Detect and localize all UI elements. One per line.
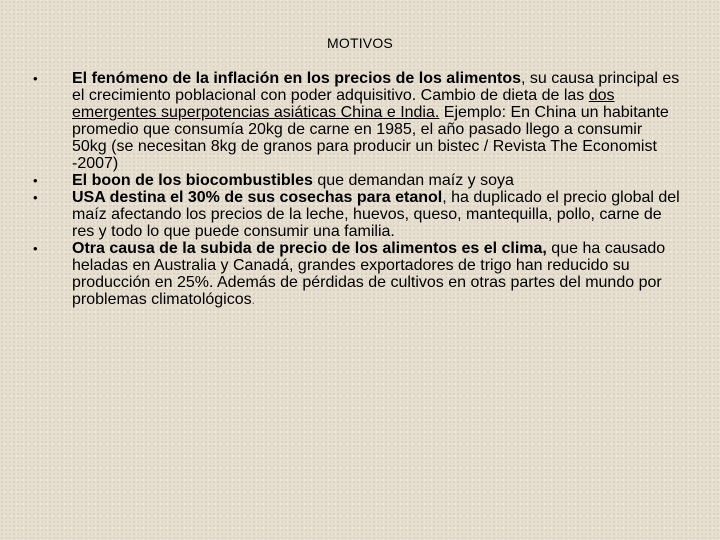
bullet-text: , su causa principal es el crecimiento poblacional con poder adquisitivo. Cambio de dieta de las [72,70,680,104]
bullet-icon: • [33,173,38,188]
bullet-underlined-text: dos emergentes superpotencias asiáticas China e India. [72,87,615,121]
bullet-lead: Otra causa de la subida de precio de los alimentos es el clima, [72,240,547,257]
bullet-icon: • [33,241,38,256]
slide-title: MOTIVOS [327,35,393,51]
bullet-list [0,70,720,309]
bullet-lead: El fenómeno de la inflación en los precios de los alimentos [72,70,521,87]
bullet-tail: . [251,293,255,307]
bullet-text: que ha causado heladas en Australia y Canadá, grandes exportadores de trigo han reducido su producción en 25%. Además de pérdidas de cultivos en otras partes del mundo por problemas climatológicos [72,240,666,308]
bullet-icon: • [33,190,38,205]
bullet-item-climate [0,240,720,309]
bullet-text: que demandan maíz y soya [312,172,514,189]
bullet-item-inflation [0,70,720,172]
bullet-text: Ejemplo: En China un habitante promedio que consumía 20kg de carne en 1985, el año pasado llego a consumir 50kg (se necesitan 8kg de granos para producir un bistec / Revista The Economist -2007) [72,104,669,172]
bullet-item-usa-ethanol [0,189,720,240]
bullet-lead: USA destina el 30% de sus cosechas para etanol [72,189,443,206]
bullet-text: , ha duplicado el precio global del maíz afectando los precios de la leche, huevos, queso, mantequilla, pollo, carne de res y todo lo que puede consumir una familia. [72,189,680,240]
bullet-icon: • [33,71,38,86]
bullet-lead: El boon de los biocombustibles [72,172,313,189]
bullet-item-biofuels [0,172,720,189]
